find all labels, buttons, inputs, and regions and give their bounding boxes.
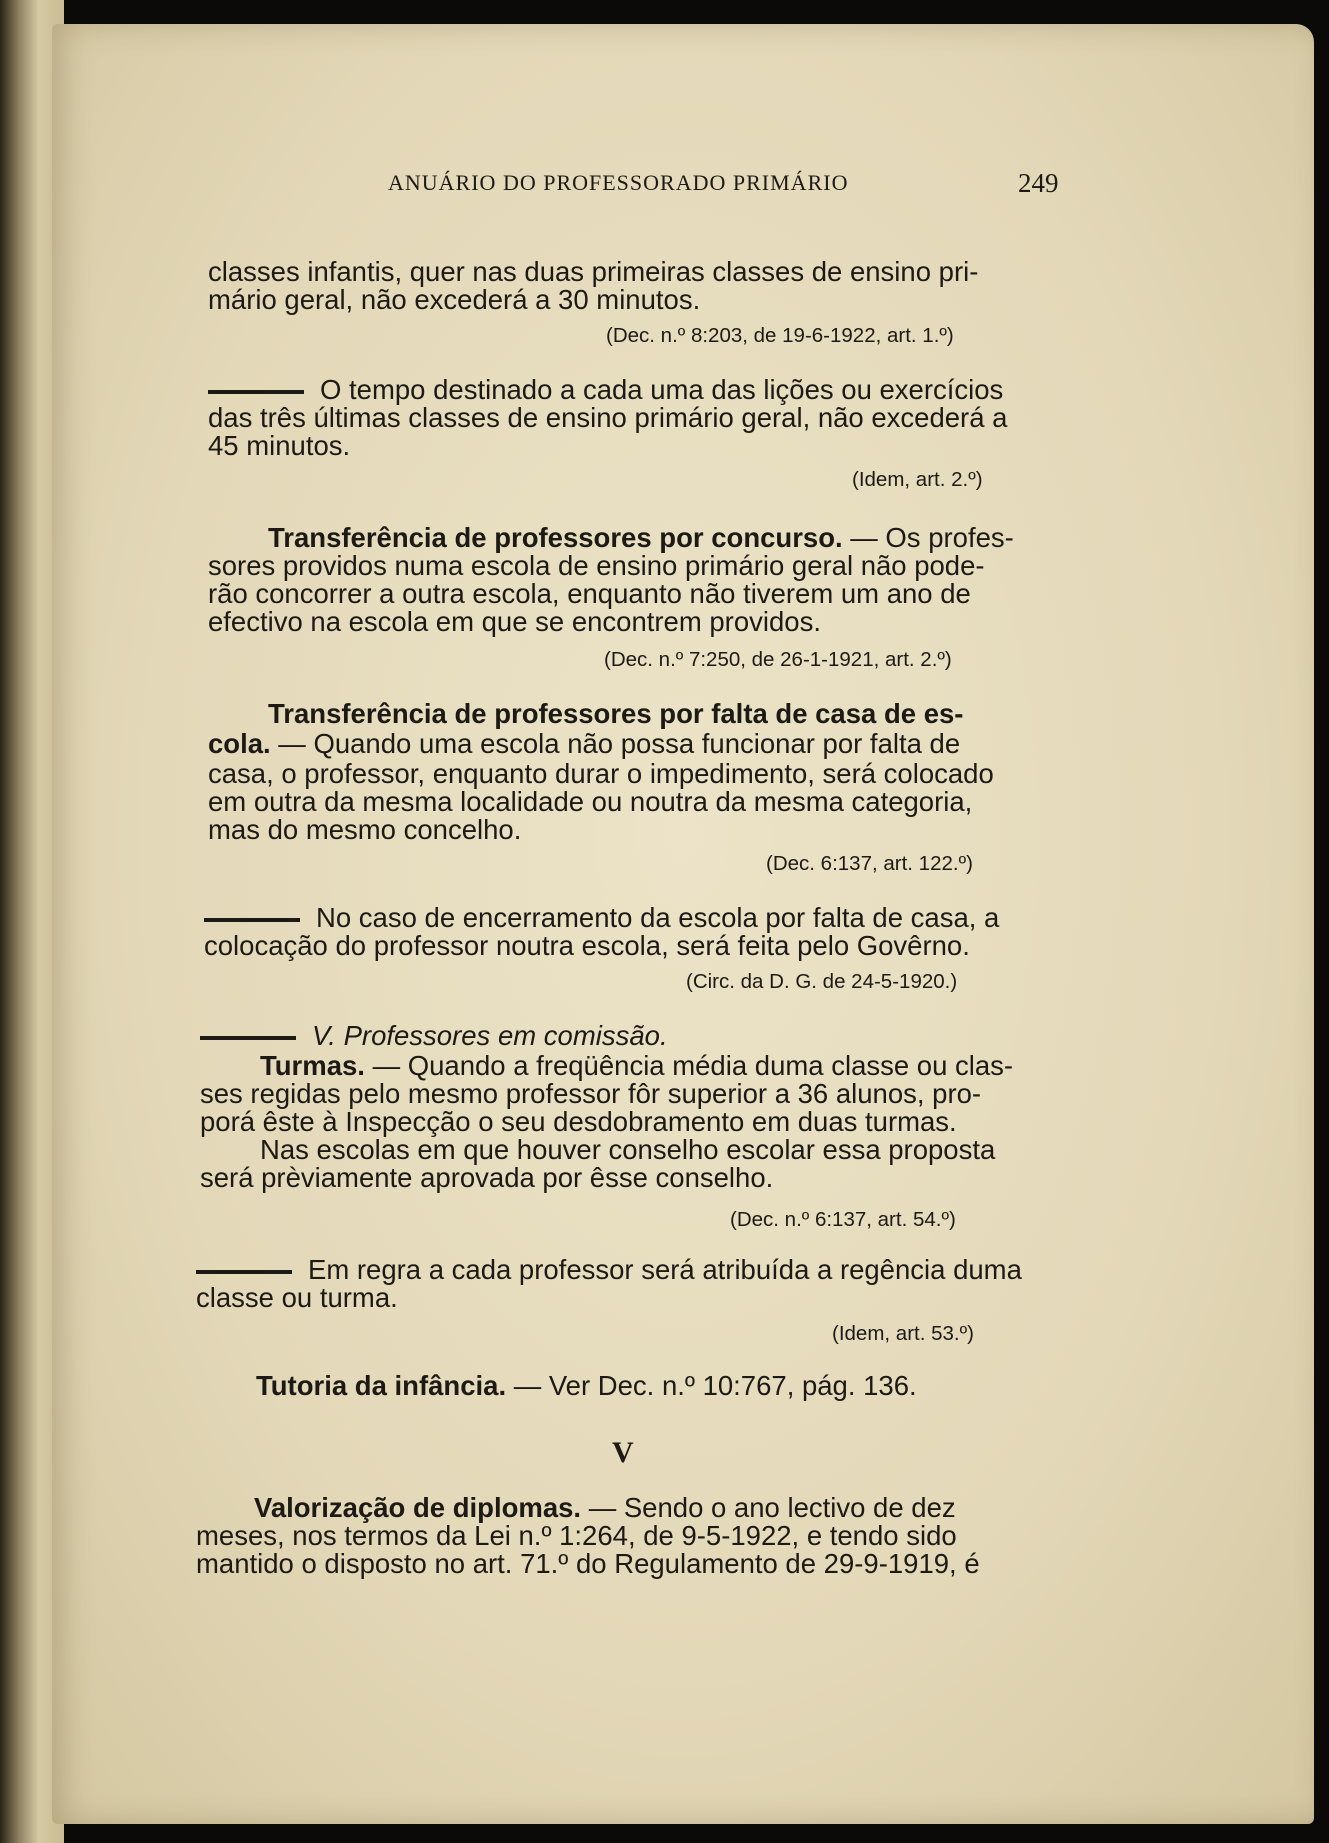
paragraph-text: — Ver Dec. n.º 10:767, pág. 136. — [506, 1370, 917, 1401]
paragraph-line: será prèviamente aprovada por êsse conselho. — [200, 1162, 774, 1193]
citation: (Dec. n.º 8:203, de 19-6-1922, art. 1.º) — [606, 324, 954, 347]
paragraph-line: em outra da mesma localidade ou noutra da mesma categoria, — [208, 786, 973, 817]
paragraph-line: porá êste à Inspecção o seu desdobramento em duas turmas. — [200, 1106, 957, 1137]
paragraph-line — [208, 376, 1003, 404]
section-letter: V — [612, 1436, 634, 1469]
entry-heading: Valorização de diplomas. — [254, 1492, 582, 1523]
paragraph-line — [268, 524, 1014, 552]
paragraph-line — [256, 1372, 917, 1400]
paragraph-line — [208, 730, 960, 758]
continuation-dash — [200, 1036, 296, 1040]
paragraph-line: mário geral, não excederá a 30 minutos. — [208, 284, 701, 315]
paragraph-line: classes infantis, quer nas duas primeiras classes de ensino pri- — [208, 256, 979, 287]
paragraph-text: — Quando a freqüência média duma classe ou clas- — [364, 1050, 1014, 1081]
entry-heading: Tutoria da infância. — [256, 1370, 507, 1401]
paragraph-line — [200, 1022, 668, 1050]
paragraph-text: Em regra a cada professor será atribuída a regência duma — [308, 1254, 1022, 1285]
citation: (Idem, art. 53.º) — [832, 1322, 974, 1345]
continuation-dash — [204, 918, 300, 922]
paragraph-line: efectivo na escola em que se encontrem providos. — [208, 606, 821, 637]
running-header: ANUÁRIO DO PROFESSORADO PRIMÁRIO — [388, 170, 849, 195]
paragraph-line: classe ou turma. — [196, 1282, 398, 1313]
paragraph-line: das três últimas classes de ensino primário geral, não excederá a — [208, 402, 1008, 433]
entry-heading: cola. — [208, 728, 271, 759]
entry-heading: Transferência de professores por falta de casa de es- — [268, 698, 964, 729]
paragraph-line — [204, 904, 999, 932]
paragraph-line: ses regidas pelo mesmo professor fôr superior a 36 alunos, pro- — [200, 1078, 982, 1109]
paragraph-text: — Quando uma escola não possa funcionar por falta de — [270, 728, 961, 759]
paragraph-line — [196, 1256, 1022, 1284]
section-title: V. Professores em comissão. — [312, 1020, 668, 1051]
paragraph-line — [260, 1052, 1013, 1080]
paragraph-text: — Sendo o ano lectivo de dez — [581, 1492, 956, 1523]
continuation-dash — [196, 1270, 292, 1274]
paragraph-line: colocação do professor noutra escola, será feita pelo Govêrno. — [204, 930, 970, 961]
citation: (Dec. 6:137, art. 122.º) — [766, 852, 973, 875]
continuation-dash — [208, 390, 304, 394]
entry-heading: Turmas. — [260, 1050, 365, 1081]
paragraph-line: sores providos numa escola de ensino primário geral não pode- — [208, 550, 985, 581]
paragraph-text: O tempo destinado a cada uma das lições ou exercícios — [320, 374, 1004, 405]
citation: (Dec. n.º 6:137, art. 54.º) — [730, 1208, 956, 1231]
paragraph-line — [254, 1494, 956, 1522]
citation: (Dec. n.º 7:250, de 26-1-1921, art. 2.º) — [604, 648, 952, 671]
page-number: 249 — [1018, 168, 1059, 198]
paragraph-line: casa, o professor, enquanto durar o impedimento, será colocado — [208, 758, 994, 789]
citation: (Circ. da D. G. de 24-5-1920.) — [686, 970, 958, 993]
paragraph-line: Nas escolas em que houver conselho escolar essa proposta — [260, 1134, 996, 1165]
paragraph-text: — Os profes- — [842, 522, 1014, 553]
paragraph-line: 45 minutos. — [208, 430, 351, 461]
paragraph-line: meses, nos termos da Lei n.º 1:264, de 9-5-1922, e tendo sido — [196, 1520, 957, 1551]
paragraph-line: mantido o disposto no art. 71.º do Regulamento de 29-9-1919, é — [196, 1548, 980, 1579]
citation: (Idem, art. 2.º) — [852, 468, 983, 491]
entry-heading: Transferência de professores por concurso. — [268, 522, 843, 553]
paragraph-line: rão concorrer a outra escola, enquanto não tiverem um ano de — [208, 578, 971, 609]
paragraph-line: mas do mesmo concelho. — [208, 814, 522, 845]
paragraph-text: No caso de encerramento da escola por falta de casa, a — [316, 902, 1000, 933]
